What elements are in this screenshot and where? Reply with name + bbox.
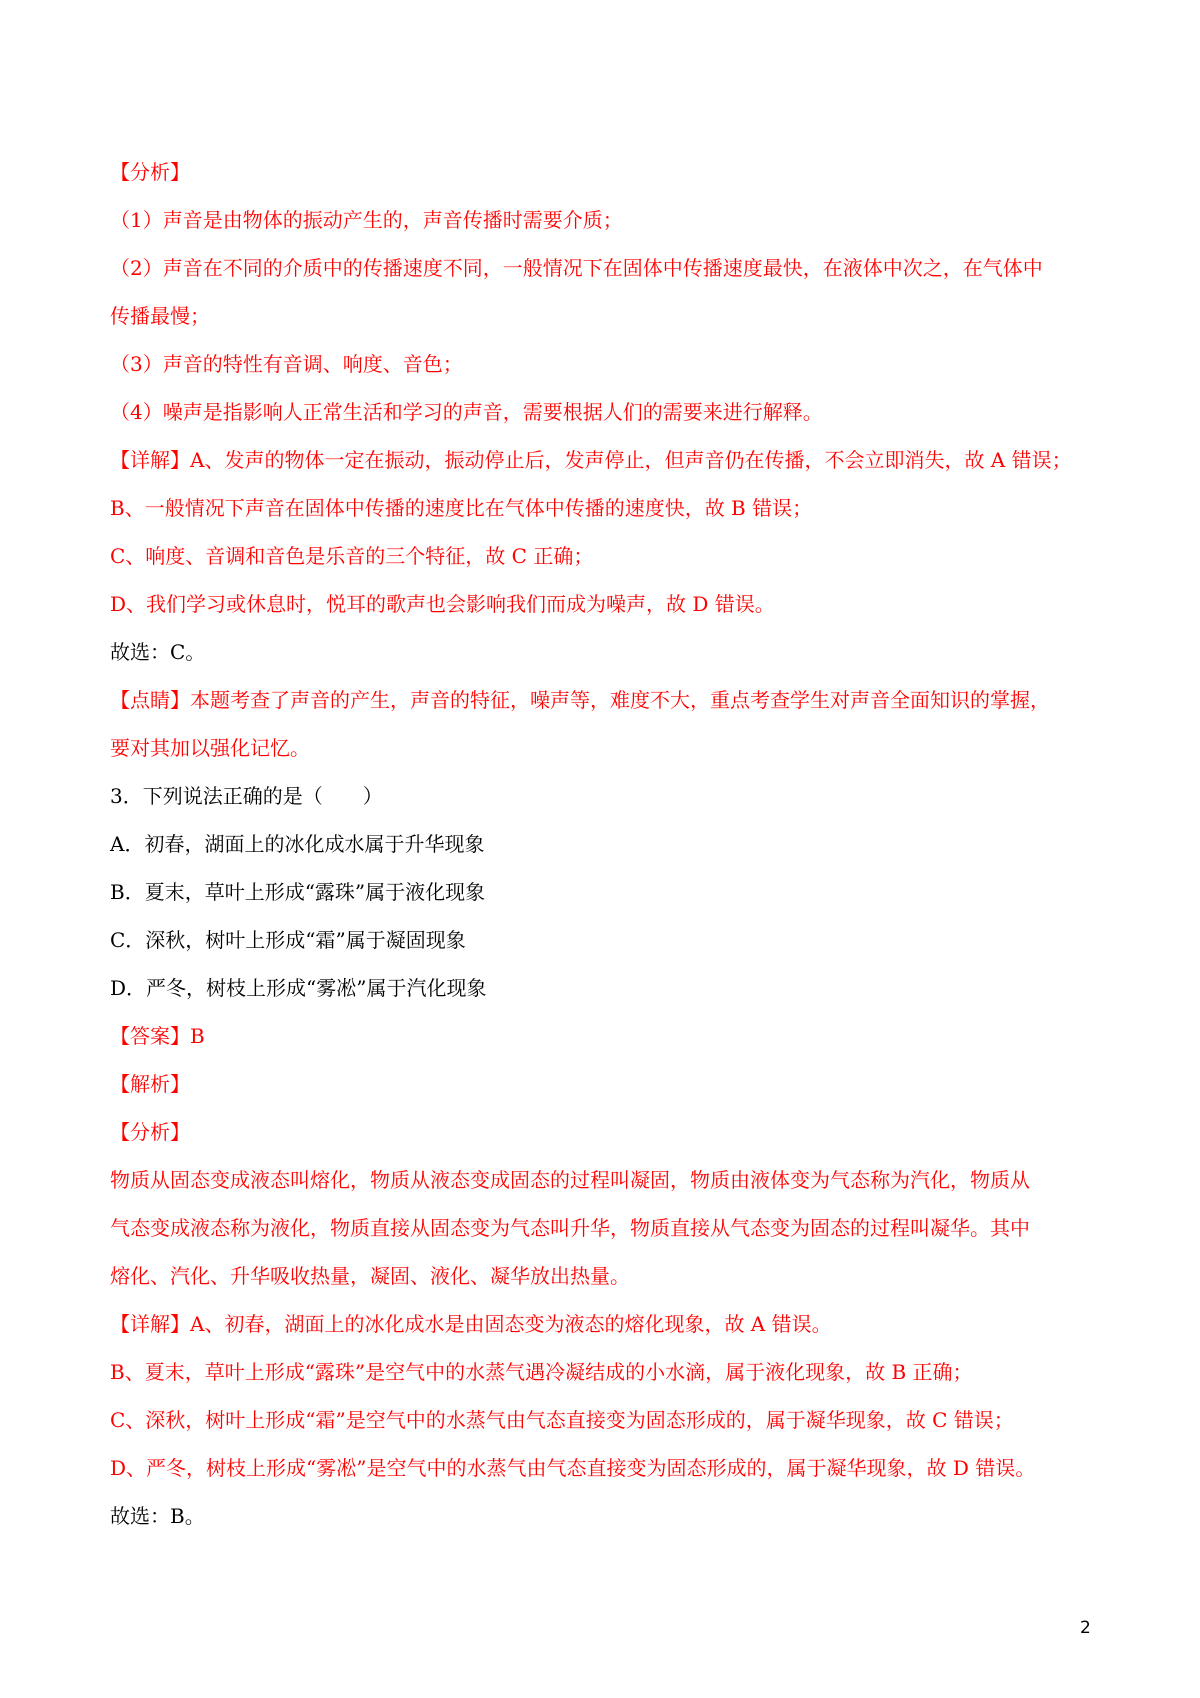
- analysis-point: （2）声音在不同的介质中的传播速度不同，一般情况下在固体中传播速度最快，在液体中次之，在气体中: [110, 256, 1043, 280]
- question-option: B．夏末，草叶上形成“露珠”属于液化现象: [110, 880, 486, 904]
- analysis-line: 物质从固态变成液态叫熔化，物质从液态变成固态的过程叫凝固，物质由液体变为气态称为汽化，物质从: [110, 1168, 1030, 1192]
- detail-paragraph: [110, 436, 1100, 484]
- answer-value: B: [190, 1024, 205, 1048]
- detail-line: A、发声的物体一定在振动，振动停止后，发声停止，但声音仍在传播，不会立即消失，故 A 错误；: [190, 448, 1072, 472]
- detail-heading: 【详解】: [110, 448, 190, 472]
- detail-line: D、我们学习或休息时，悦耳的歌声也会影响我们而成为噪声，故 D 错误。: [110, 592, 775, 616]
- analysis-point: （1）声音是由物体的振动产生的，声音传播时需要介质；: [110, 208, 623, 232]
- answer-line: [110, 1012, 1100, 1060]
- question-option: C．深秋，树叶上形成“霜”属于凝固现象: [110, 928, 466, 952]
- question-option: A．初春，湖面上的冰化成水属于升华现象: [110, 832, 485, 856]
- analysis-heading: 【分析】: [110, 160, 190, 184]
- comment-paragraph: [110, 676, 1100, 724]
- analysis-line: 气态变成液态称为液化，物质直接从固态变为气态叫升华，物质直接从气态变为固态的过程叫凝华。其中: [110, 1216, 1030, 1240]
- final-choice: 故选：C。: [110, 640, 206, 664]
- detail-line: B、夏末，草叶上形成“露珠”是空气中的水蒸气遇冷凝结成的小水滴，属于液化现象，故 B 正确；: [110, 1360, 973, 1384]
- comment-line: 要对其加以强化记忆。: [110, 736, 310, 760]
- document-body: [110, 148, 1100, 1540]
- detail-line: A、初春，湖面上的冰化成水是由固态变为液态的熔化现象，故 A 错误。: [190, 1312, 832, 1336]
- detail-paragraph: [110, 1300, 1100, 1348]
- analysis-point: 传播最慢；: [110, 304, 210, 328]
- answer-heading: 【答案】: [110, 1024, 190, 1048]
- question-option: D．严冬，树枝上形成“雾凇”属于汽化现象: [110, 976, 487, 1000]
- question-stem: 3．下列说法正确的是（ ）: [110, 784, 383, 808]
- analysis-line: 熔化、汽化、升华吸收热量，凝固、液化、凝华放出热量。: [110, 1264, 630, 1288]
- analysis-point: （3）声音的特性有音调、响度、音色；: [110, 352, 463, 376]
- detail-line: C、深秋，树叶上形成“霜”是空气中的水蒸气由气态直接变为固态形成的，属于凝华现象，故 C 错误；: [110, 1408, 1014, 1432]
- analysis-heading: 【分析】: [110, 1120, 190, 1144]
- explain-heading: 【解析】: [110, 1072, 190, 1096]
- analysis-point: （4）噪声是指影响人正常生活和学习的声音，需要根据人们的需要来进行解释。: [110, 400, 823, 424]
- detail-line: D、严冬，树枝上形成“雾凇”是空气中的水蒸气由气态直接变为固态形成的，属于凝华现象，故 D 错误。: [110, 1456, 1036, 1480]
- comment-heading: 【点睛】: [110, 688, 190, 712]
- final-choice: 故选：B。: [110, 1504, 205, 1528]
- detail-line: B、一般情况下声音在固体中传播的速度比在气体中传播的速度快，故 B 错误；: [110, 496, 813, 520]
- detail-line: C、响度、音调和音色是乐音的三个特征，故 C 正确；: [110, 544, 594, 568]
- comment-line: 本题考查了声音的产生，声音的特征，噪声等，难度不大，重点考查学生对声音全面知识的掌握，: [190, 688, 1050, 712]
- page-number: 2: [1080, 1618, 1091, 1638]
- detail-heading: 【详解】: [110, 1312, 190, 1336]
